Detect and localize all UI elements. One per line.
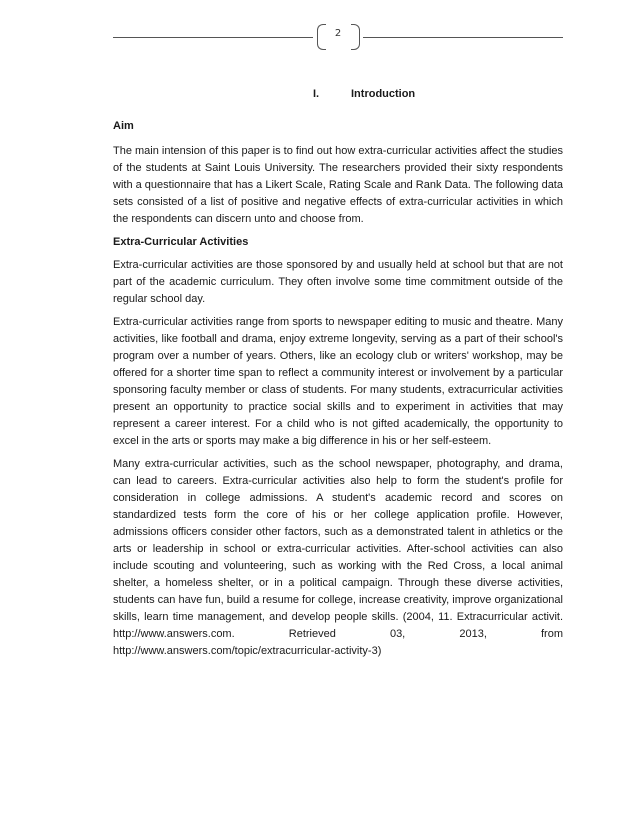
paragraph-range: Extra-curricular activities range from sports to newspaper editing to music and theatre. Many activities, like football and drama, enjoy extreme longevity, serving as a part of their school's program over a number of years. Others, like an ecology club or writers' workshop, may be offered for a shorter time span to reflect a community interest or involvement by a particular sponsoring faculty member or class of students. For many students, extracurricular activities present an opportunity to practice social skills and to experiment in activities that may represent a career interest. For a child who is not gifted academically, the opportunity to excel in the arts or sports may make a big difference in his or her self-esteem. <box>113 316 563 447</box>
header-rule-left <box>113 37 313 38</box>
bracket-right-icon <box>351 24 360 50</box>
section-number: I. <box>313 88 320 100</box>
page-header <box>113 24 563 52</box>
paragraph-definition: Extra-curricular activities are those sponsored by and usually held at school but that are not part of the academic curriculum. They often involve some time commitment outside of the regular school day. <box>113 259 563 305</box>
header-rule-right <box>363 37 563 38</box>
section-title <box>313 88 415 100</box>
aim-heading: Aim <box>113 120 134 132</box>
document-body <box>113 118 563 666</box>
section-title-text: Introduction <box>351 88 416 100</box>
paragraph-careers: Many extra-curricular activities, such as the school newspaper, photography, and drama, can lead to careers. Extra-curricular activities also help to form the student's profile for consideration in college admissions. A student's academic record and scores on standardized tests form the core of his or her college application profile. However, admissions officers consider other factors, such as a demonstrated talent in athletics or the arts or leadership in school or extra-curricular activities. After-school activities can also include scouting and volunteering, such as working with the Red Cross, a local animal shelter, a homeless shelter, or in a political campaign. Through these diverse activities, students can have fun, build a resume for college, increase creativity, improve organizational skills, learn time management, and develop people skills. (2004, 11. Extracurricular activit. http://www.answers.com. Retrieved 03, 2013, from http://www.answers.com/topic/extracurricular-activity-3) <box>113 458 563 657</box>
extracurricular-heading: Extra-Curricular Activities <box>113 236 249 248</box>
aim-paragraph: The main intension of this paper is to find out how extra-curricular activities affect the studies of the students at Saint Louis University. The researchers provided their sixty respondents with a questionnaire that has a Likert Scale, Rating Scale and Rank Data. The following data sets consisted of a list of positive and negative effects of extra-curricular activities in which the respondents can discern unto and choose from. <box>113 145 563 225</box>
page-number: 2 <box>334 28 342 39</box>
